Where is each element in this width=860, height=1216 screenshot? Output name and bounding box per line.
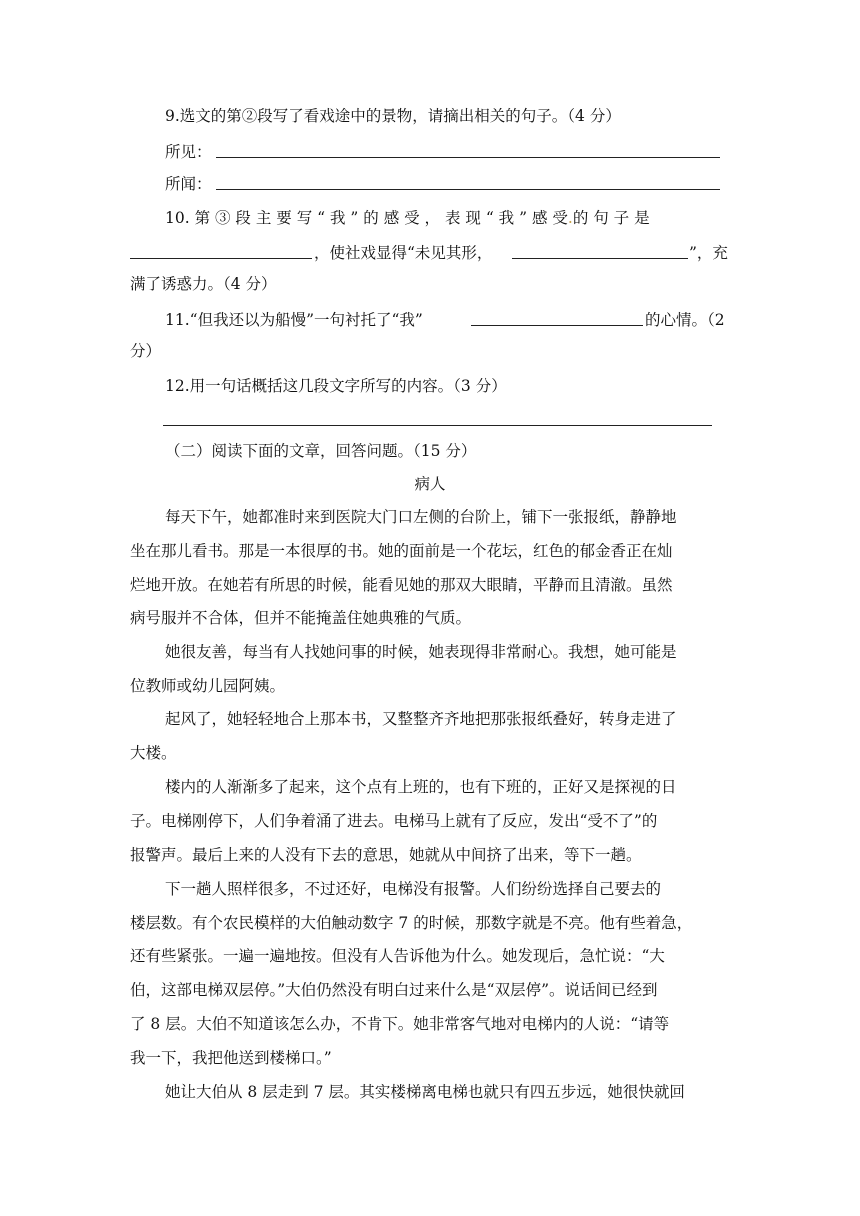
article-p1-line-3: 烂地开放。在她若有所思的时候，能看见她的那双大眼睛，平静而且清澈。虽然 (130, 576, 673, 594)
seen-label: 所见： (165, 143, 212, 161)
question-12-prompt: 12.用一句话概括这几段文字所写的内容。（3 分） (165, 377, 507, 395)
question-10-line-2-mid: ，使社戏显得“未见其形， (314, 244, 493, 262)
article-p1-line-1: 每天下午，她都准时来到医院大门口左侧的台阶上，铺下一张报纸，静静地 (165, 508, 677, 526)
answer-blank-seen[interactable] (216, 157, 720, 158)
article-p2-line-2: 位教师或幼儿园阿姨。 (130, 677, 286, 695)
answer-blank-11[interactable] (471, 325, 643, 326)
heard-label: 所闻： (165, 175, 212, 193)
question-10-line-2-end: ”，充 (689, 244, 728, 262)
answer-blank-10a[interactable] (130, 258, 312, 259)
article-p6-line-1: 她让大伯从 8 层走到 7 层。其实楼梯离电梯也就只有四五步远，她很快就回 (165, 1083, 685, 1101)
article-p3-line-1: 起风了，她轻轻地合上那本书，又整整齐齐地把那张报纸叠好，转身走进了 (165, 710, 677, 728)
question-10-line-1 (165, 208, 731, 228)
question-10-line-3: 满了诱惑力。（4 分） (130, 275, 277, 293)
article-p5-line-4: 伯，这部电梯双层停。”大伯仍然没有明白过来什么是“双层停”。说话间已经到 (130, 981, 658, 999)
article-p5-line-2: 楼层数。有个农民模样的大伯触动数字 7 的时候，那数字就是不亮。他有些着急， (130, 914, 693, 932)
question-9-heard-line (165, 174, 212, 194)
answer-blank-heard[interactable] (216, 189, 720, 190)
answer-blank-12[interactable] (163, 425, 712, 426)
article-p1-line-4: 病号服并不合体，但并不能掩盖住她典雅的气质。 (130, 609, 472, 627)
article-p4-line-1: 楼内的人渐渐多了起来，这个点有上班的，也有下班的，正好又是探视的日 (165, 778, 677, 796)
question-9-seen-line (165, 142, 212, 162)
question-10-text-tail: 的 句 子 是 (572, 209, 650, 227)
emphasis-dot: . (567, 209, 573, 227)
answer-blank-10b[interactable] (512, 258, 688, 259)
article-p1-line-2: 坐在那儿看书。那是一本很厚的书。她的面前是一个花坛，红色的郁金香正在灿 (130, 542, 673, 560)
article-p5-line-6: 我一下，我把他送到楼梯口。” (130, 1049, 332, 1067)
article-p4-line-2: 子。电梯刚停下，人们争着涌了进去。电梯马上就有了反应，发出“受不了”的 (130, 812, 658, 830)
article-p5-line-3: 还有些紧张。一遍一遍地按。但没有人告诉他为什么。她发现后，急忙说：“大 (130, 947, 665, 965)
article-p4-line-3: 报警声。最后上来的人没有下去的意思，她就从中间挤了出来，等下一趟。 (130, 846, 642, 864)
article-p2-line-1: 她很友善，每当有人找她问事的时候，她表现得非常耐心。我想，她可能是 (165, 643, 677, 661)
question-9-prompt: 9.选文的第②段写了看戏途中的景物，请摘出相关的句子。（4 分） (165, 107, 621, 125)
question-10-text: 10. 第 ③ 段 主 要 写 “ 我 ” 的 感 受 ， 表 现 “ 我 ” 感 受 (165, 209, 568, 227)
question-11-line-1-end: 的心情。（2 (645, 311, 725, 329)
article-title: 病人 (414, 475, 446, 493)
question-11-line-1-start: 11.“但我还以为船慢”一句衬托了“我” (165, 311, 423, 329)
section-2-heading: （二）阅读下面的文章，回答问题。（15 分） (165, 442, 477, 460)
question-11-line-2: 分） (130, 342, 162, 360)
article-p5-line-5: 了 8 层。大伯不知道该怎么办，不肯下。她非常客气地对电梯内的人说：“请等 (130, 1015, 670, 1033)
article-p3-line-2: 大楼。 (130, 744, 177, 762)
article-p5-line-1: 下一趟人照样很多，不过还好，电梯没有报警。人们纷纷选择自己要去的 (165, 880, 662, 898)
